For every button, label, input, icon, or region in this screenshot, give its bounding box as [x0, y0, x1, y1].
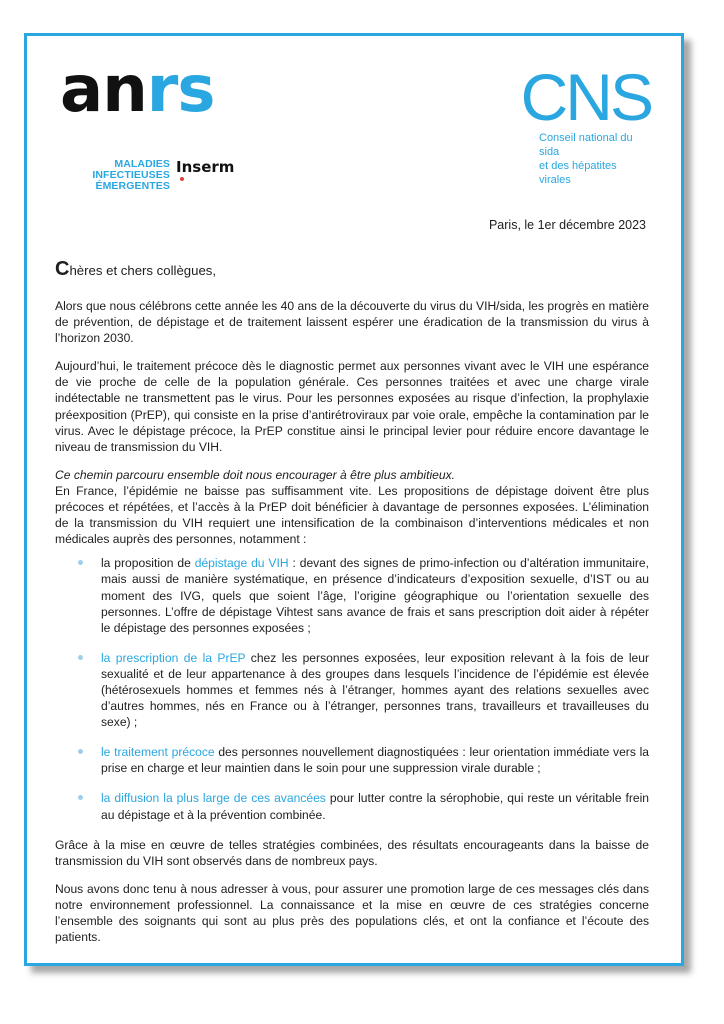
inserm-wordmark: Inserm	[176, 158, 235, 176]
inserm-dot-icon	[180, 177, 184, 181]
highlight-text: le traitement précoce	[101, 745, 215, 760]
list-item: la diffusion la plus large de ces avancées pour lutter contre la sérophobie, qui reste un véritable frein au dépistage et à la prévention combinée.	[55, 790, 649, 822]
cns-wordmark: CNS	[520, 60, 651, 134]
salutation-text: hères et chers collègues,	[69, 263, 217, 278]
anrs-logo	[60, 53, 260, 192]
list-item: la proposition de dépistage du VIH : devant des signes de primo-infection ou d’altération immunitaire, mais aussi de manière systématique, en présence d’indicateurs d’exposition sexuelle, d’IST ou au moment des IVG, quels que soient l’âge, l’origine géographique ou l’orientation sexuelle des personnes. L’offre de dépistage Vihtest sans avance de frais et sans prescription doit aider à répéter le dépistage des personnes exposées ;	[55, 555, 649, 635]
paragraph-3: En France, l’épidémie ne baisse pas suffisamment vite. Les propositions de dépistage doivent être plus précoces et répétées, et l’accès à la PrEP doit bénéficier à davantage de personnes exposées. L’élimination de la transmission du VIH requiert une intensification de la combinaison d’interventions médicales et non médicales auprès des personnes, notamment :	[55, 483, 649, 547]
paragraph-1: Alors que nous célébrons cette année les 40 ans de la découverte du virus du VIH/sida, les progrès en matière de prévention, de dépistage et de traitement laissent espérer une éradication de la transmission du virus à l’horizon 2030.	[55, 299, 649, 346]
cns-subtitle: Conseil national du sida et des hépatites virales	[539, 132, 633, 186]
anrs-subtitle: MALADIES INFECTIEUSES ÉMERGENTES	[92, 158, 170, 192]
paragraph-3-lead: Ce chemin parcouru ensemble doit nous encourager à être plus ambitieux.	[55, 467, 455, 482]
letter-page	[24, 33, 684, 966]
bullet-dot-icon	[78, 749, 83, 754]
highlight-text: dépistage du VIH	[194, 556, 289, 571]
salutation	[55, 258, 216, 281]
letter-body	[55, 298, 649, 957]
bullet-dot-icon	[78, 795, 83, 800]
bullet-list	[55, 555, 649, 822]
paragraph-4: Grâce à la mise en œuvre de telles stratégies combinées, des résultats encourageants dans la baisse de transmission du VIH sont observés dans de nombreux pays.	[55, 837, 649, 868]
anrs-wordmark: anrs	[60, 53, 215, 127]
salutation-initial: C	[55, 258, 70, 280]
list-item: le traitement précoce des personnes nouvellement diagnostiquées : leur orientation immédiate vers la prise en charge et leur maintien dans le soin pour une suppression virale durable ;	[55, 744, 649, 776]
letter-date: Paris, le 1er décembre 2023	[488, 218, 646, 232]
bullet-dot-icon	[78, 560, 83, 565]
paragraph-2: Aujourd’hui, le traitement précoce dès le diagnostic permet aux personnes vivant avec le VIH une espérance de vie proche de celle de la population générale. Ces personnes traitées et avec une charge virale indétectable ne transmettent pas le virus. Pour les personnes exposées au risque d’infection, la prophylaxie préexposition (PrEP), qui consiste en la prise d’antirétroviraux par voie orale, empêche la contamination par le virus. Avec le dépistage précoce, la PrEP constitue ainsi le principal levier pour réduire encore davantage le niveau de transmission du VIH.	[55, 359, 649, 454]
highlight-text: la diffusion la plus large de ces avancées	[101, 791, 326, 806]
highlight-text: la prescription de la PrEP	[101, 650, 246, 665]
paragraph-5: Nous avons donc tenu à nous adresser à vous, pour assurer une promotion large de ces messages clés dans notre environnement professionnel. La connaissance et la mise en œuvre de ces stratégies concerne l’ensemble des soignants qui sont au plus près des populations clés, et ont la confiance et l’écoute des patients.	[55, 881, 649, 945]
bullet-dot-icon	[78, 655, 83, 660]
list-item: la prescription de la PrEP chez les personnes exposées, leur exposition relevant à la fois de leur sexualité et de leur appartenance à des groupes dans lesquels l’incidence de l’épidémie est élevée (hétérosexuels hommes et femmes nés à l’étranger, hommes ayant des relations sexuelles avec d’autres hommes, nés en France ou à l’étranger, personnes trans, travailleurs et travailleuses du sexe) ;	[55, 650, 649, 730]
cns-logo	[520, 60, 651, 186]
